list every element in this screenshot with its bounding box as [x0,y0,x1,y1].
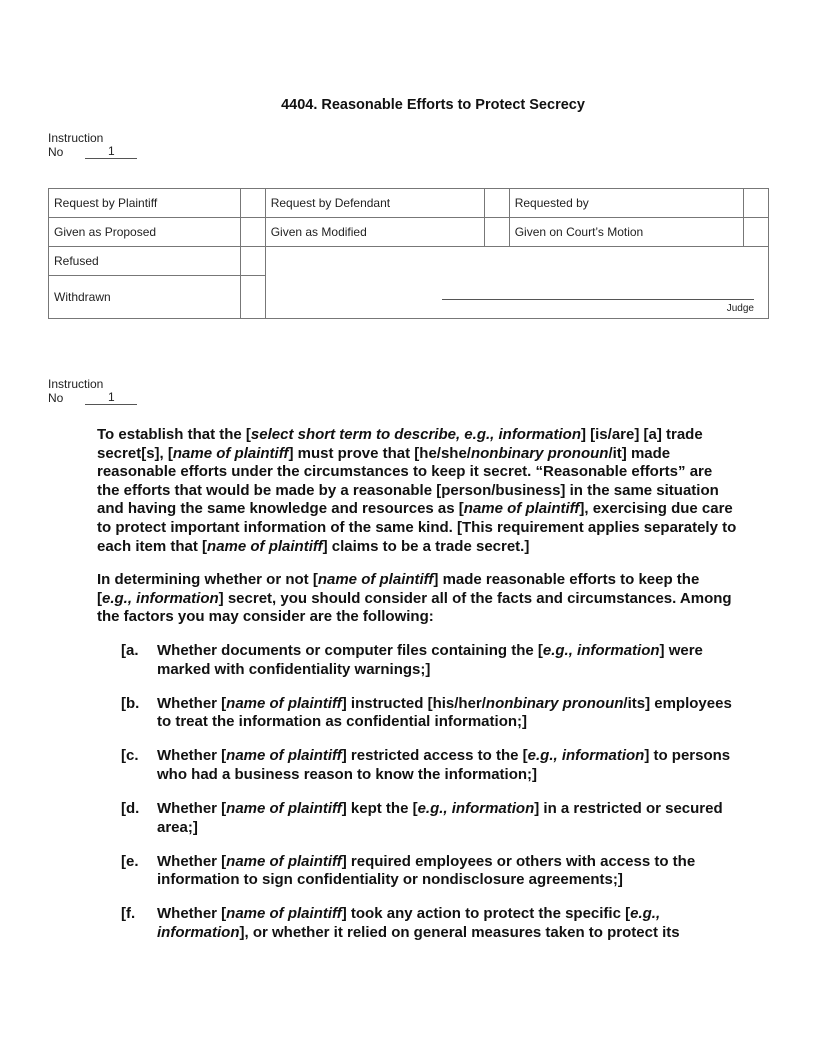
request-by-plaintiff-label: Request by Plaintiff [49,189,241,218]
factor-text: Whether [name of plaintiff] required employees or others with access to the information to sign confidentiality or nondisclosure agreements;] [157,852,696,889]
requested-by-box[interactable] [744,189,769,218]
judge-label: Judge [726,303,754,314]
request-by-plaintiff-box[interactable] [240,189,265,218]
instruction-number-bottom [48,377,137,405]
withdrawn-box[interactable] [240,276,265,319]
table-row [49,189,769,218]
given-as-proposed-box[interactable] [240,218,265,247]
list-item [121,853,737,890]
factor-label: [d. [121,800,140,817]
judge-signature-area [265,247,768,319]
factor-list [97,642,737,943]
number-label: No [48,145,64,159]
list-item [121,905,737,942]
factor-label: [a. [121,641,139,659]
given-as-modified-box[interactable] [484,218,509,247]
document-title: 4404. Reasonable Efforts to Protect Secrecy [281,97,585,113]
table-row [49,218,769,247]
factor-label: [b. [121,694,140,712]
factor-text: Whether documents or computer files containing the [e.g., information] were marked with confidentiality warnings;] [157,641,703,678]
factor-label: [f. [121,905,136,923]
given-as-modified-label: Given as Modified [265,218,484,247]
instruction-number-value: 1 [85,145,137,159]
factor-text: Whether [name of plaintiff] restricted access to the [e.g., information] to persons who had a business reason to know the information;] [157,747,731,783]
paragraph: In determining whether or not [name of plaintiff] made reasonable efforts to keep the [e.g., information] secret, you should consider all of the facts and circumstances. Among the factors you may consider are the following: [97,571,732,626]
list-item [121,800,737,837]
request-by-defendant-box[interactable] [484,189,509,218]
instruction-disposition-table [48,188,769,319]
factor-text: Whether [name of plaintiff] took any action to protect the specific [e.g., information], or whether it relied on general measures taken to protect its [157,905,680,941]
instruction-label: Instruction [48,131,104,145]
factor-text: Whether [name of plaintiff] instructed [his/her/nonbinary pronoun/its] employees to treat the information as confidential information;] [157,694,732,731]
given-on-courts-motion-label: Given on Court’s Motion [509,218,743,247]
refused-box[interactable] [240,247,265,276]
instruction-number-value: 1 [85,391,137,405]
requested-by-label: Requested by [509,189,743,218]
factor-label: [e. [121,852,139,870]
table-row [49,247,769,276]
factor-label: [c. [121,747,139,765]
refused-label: Refused [49,247,241,276]
instruction-label: Instruction [48,377,104,391]
instruction-body [97,426,737,958]
given-on-courts-motion-box[interactable] [744,218,769,247]
list-item [121,747,737,784]
instruction-number-top [48,131,137,159]
number-label: No [48,391,64,405]
given-as-proposed-label: Given as Proposed [49,218,241,247]
paragraph: To establish that the [select short term to describe, e.g., information] [is/are] [a] trade secret[s], [name of plaintiff] must prove that [he/she/nonbinary pronoun/it] made reasonable efforts under the circumstances to keep it secret. “Reasonable efforts” are the efforts that would be made by a reasonable [person/business] in the same situation and having the same knowledge and resources as [name of plaintiff], exercising due care to protect important information of the same kind. [This requirement applies separately to each item that [name of plaintiff] claims to be a trade secret.] [97,426,737,555]
judge-signature-line[interactable] [442,299,754,300]
request-by-defendant-label: Request by Defendant [265,189,484,218]
list-item [121,695,737,732]
list-item [121,642,737,679]
factor-text: Whether [name of plaintiff] kept the [e.g., information] in a restricted or secured area;] [157,800,723,836]
withdrawn-label: Withdrawn [49,276,241,319]
